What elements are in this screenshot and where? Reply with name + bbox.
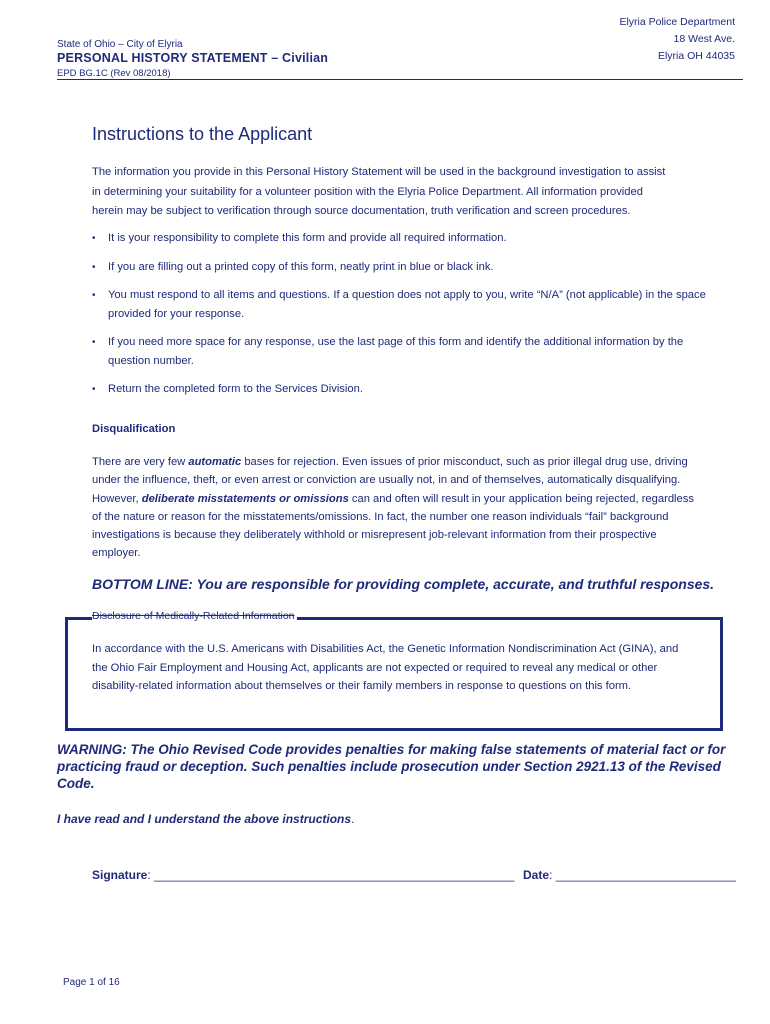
bullet-item (92, 229, 718, 248)
instructions-intro (92, 163, 732, 222)
bullet-dot: • (92, 233, 96, 244)
signature-label: Signature (92, 868, 148, 882)
bullet-dot: • (92, 337, 96, 348)
header-divider (57, 79, 743, 80)
bullet-item (92, 380, 718, 399)
bullet-text: You must respond to all items and questions. If a question does not apply to you, write “N/A” (not applicable) in the space provided for your response. (108, 289, 706, 320)
acknowledgement (57, 812, 354, 826)
bottom-line: BOTTOM LINE: You are responsible for providing complete, accurate, and truthful responses. (92, 576, 715, 592)
state-line: State of Ohio – City of Elyria (57, 39, 183, 50)
medical-disclosure-heading: Disclosure of Medically-Related Information (92, 610, 295, 622)
signature-colon: : (147, 868, 155, 882)
date-field[interactable] (523, 868, 736, 882)
intro-line: herein may be subject to verification through source documentation, truth verification and screen procedures. (92, 205, 631, 217)
department-street: 18 West Ave. (673, 33, 735, 45)
bullet-dot: • (92, 262, 96, 273)
department-city: Elyria OH 44035 (657, 50, 735, 62)
page-number: Page 1 of 16 (63, 977, 120, 988)
disq-emphasis-misstatements: deliberate misstatements or omissions (141, 492, 349, 505)
bullet-item (92, 258, 718, 277)
intro-line: in determining your suitability for a volunteer position with the Elyria Police Department. All information provided (92, 185, 643, 198)
bullet-item (92, 286, 718, 324)
warning-statement: WARNING: The Ohio Revised Code provides penalties for making false statements of material fact or for practicing fraud or deception. Such penalties include prosecution under Section 2921.13 of the Revised Code. (57, 742, 726, 791)
signature-line[interactable]: ______________________________________________________ (154, 868, 515, 882)
department-name: Elyria Police Department (619, 16, 735, 28)
form-title: PERSONAL HISTORY STATEMENT – Civilian (57, 51, 329, 65)
signature-field[interactable] (92, 868, 514, 882)
bullet-dot: • (92, 290, 96, 301)
disq-text: There are very few (92, 456, 189, 468)
bullet-text: If you need more space for any response, use the last page of this form and identify the additional information by the question number. (108, 336, 684, 367)
bullet-text: It is your responsibility to complete this form and provide all required information. (108, 232, 507, 244)
date-colon: : (549, 868, 556, 882)
form-id: EPD BG.1C (Rev 08/2018) (57, 68, 171, 79)
disqualification-paragraph (92, 453, 700, 563)
date-label: Date (523, 868, 550, 882)
date-line[interactable]: ___________________________ (555, 868, 736, 882)
department-address (619, 14, 735, 65)
bullet-item (92, 333, 718, 371)
medical-disclosure-text: In accordance with the U.S. Americans with Disabilities Act, the Genetic Information Nondiscrimination Act (GINA), and the Ohio Fair Employment and Housing Act, applicants are not expected or required to reveal any medical or other disability-related information about themselves or their family members in response to questions on this form. (92, 643, 679, 693)
disq-text: can and often will result in your application being rejected, regardless of the nature or reason for the misstatements/omissions. In fact, the number one reason individuals “fail” background investigations is because they deliberately withhold or misrepresent job-relevant information from their prospective employer. (92, 492, 694, 560)
instructions-heading: Instructions to the Applicant (92, 124, 313, 144)
bullet-text: Return the completed form to the Services Division. (108, 383, 363, 395)
acknowledgement-text: I have read and I understand the above instructions (57, 812, 352, 826)
bullet-dot: • (92, 384, 96, 395)
disq-text: bases for rejection. Even issues of prior misconduct, such as prior illegal drug use, driving under the influence, theft, or even arrest or conviction are usually not, in and of themselves, automatically disqualifying. However, (92, 456, 688, 505)
disqualification-heading: Disqualification (92, 423, 176, 435)
bullet-text: If you are filling out a printed copy of this form, neatly print in blue or black ink. (108, 261, 494, 273)
disq-emphasis-automatic: automatic (188, 456, 242, 468)
acknowledgement-period: . (351, 812, 355, 826)
intro-line: The information you provide in this Personal History Statement will be used in the background investigation to assist (92, 166, 666, 178)
